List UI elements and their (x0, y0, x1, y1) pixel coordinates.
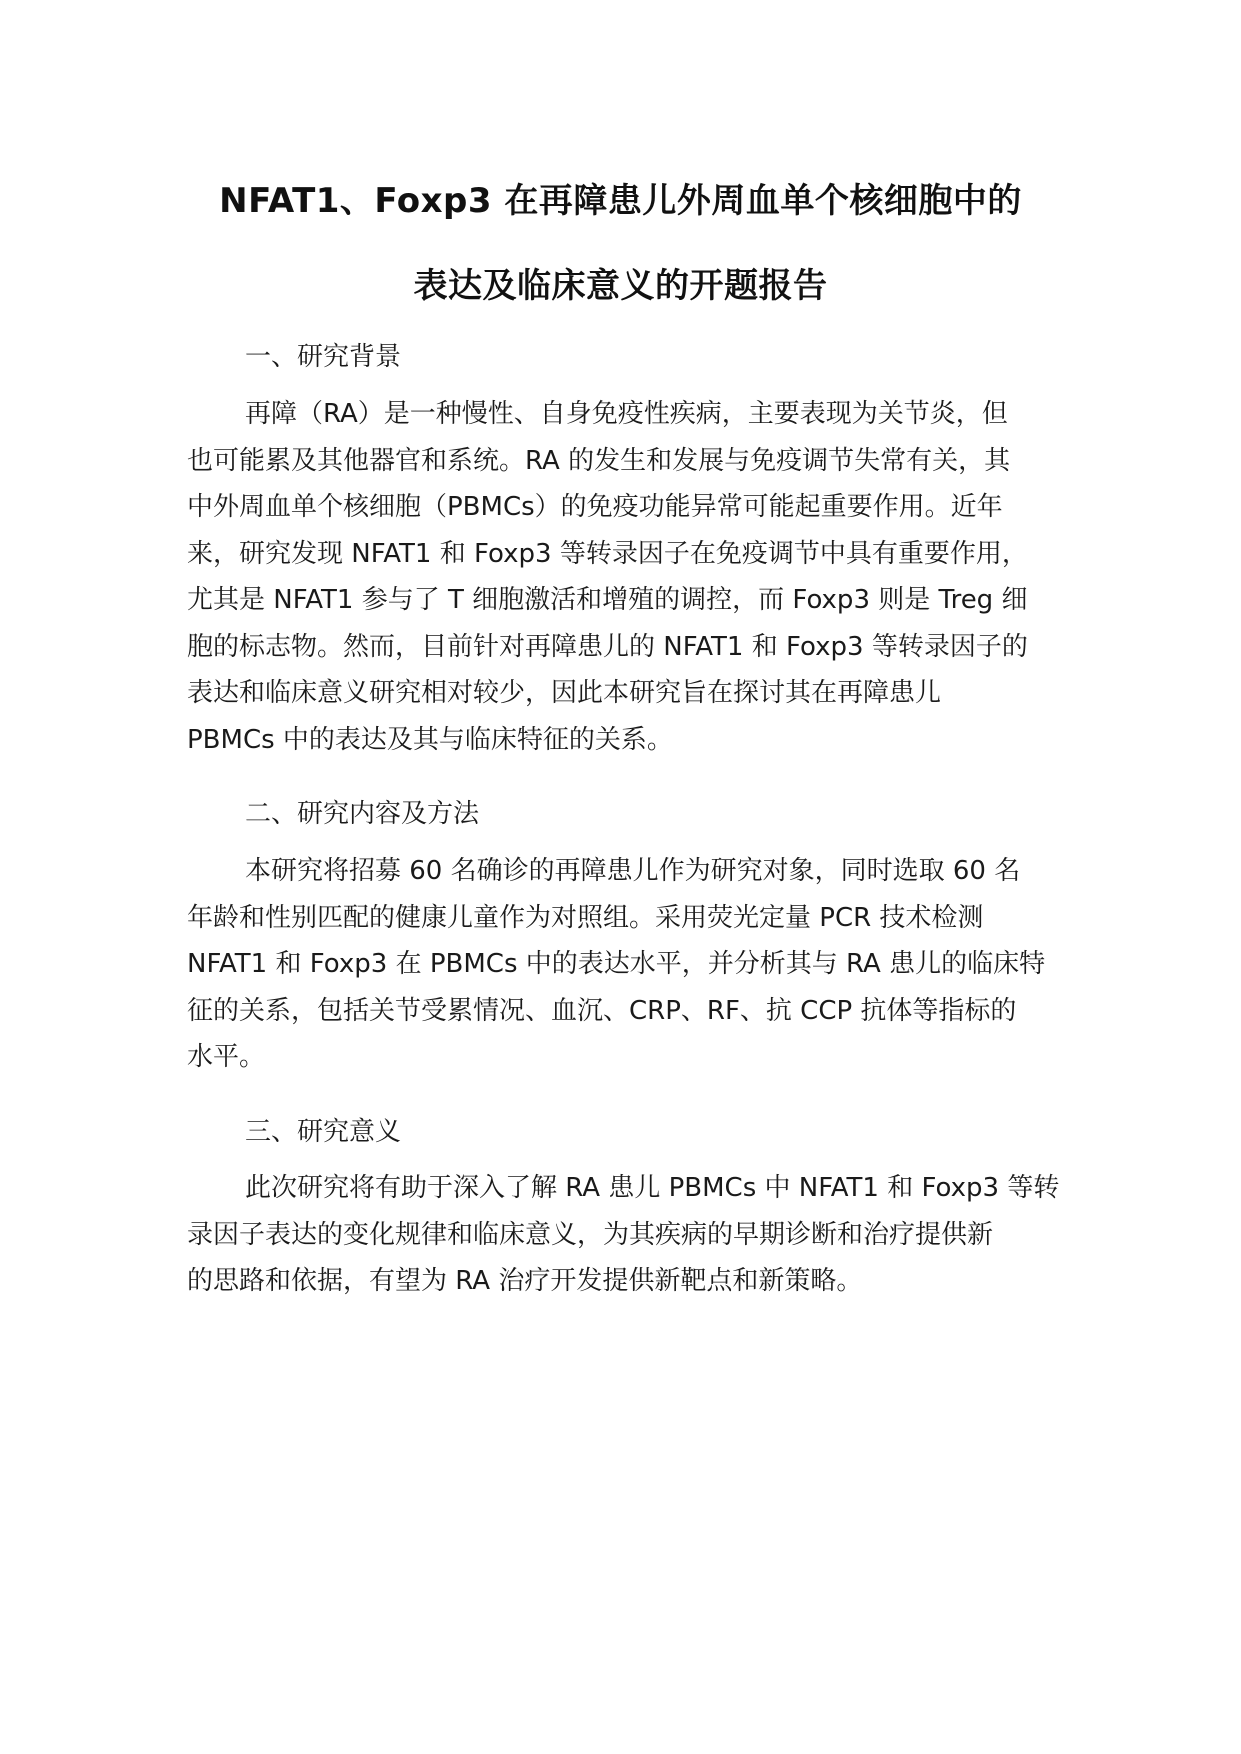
paragraph-line: 的思路和依据，有望为 RA 治疗开发提供新靶点和新策略。 (187, 1266, 863, 1296)
paragraph-line: 来，研究发现 NFAT1 和 Foxp3 等转录因子在免疫调节中具有重要作用， (187, 538, 1028, 569)
paragraph-line: 录因子表达的变化规律和临床意义，为其疾病的早期诊断和治疗提供新 (187, 1219, 994, 1250)
section-heading-significance: 三、研究意义 (245, 1117, 402, 1147)
document-title-line-1: NFAT1、Foxp3 在再障患儿外周血单个核细胞中的 (219, 181, 1022, 221)
section-body-background (187, 391, 1067, 763)
paragraph-line: 尤其是 NFAT1 参与了 T 细胞激活和增殖的调控，而 Foxp3 则是 Treg 细 (187, 585, 1028, 615)
section-heading-methods: 二、研究内容及方法 (245, 799, 480, 829)
paragraph-line: NFAT1 和 Foxp3 在 PBMCs 中的表达水平，并分析其与 RA 患儿的临床特 (187, 949, 1046, 979)
paragraph-line: 水平。 (187, 1042, 266, 1072)
section-body-significance (187, 1165, 1067, 1305)
section-heading-background: 一、研究背景 (245, 342, 402, 372)
paragraph-line: 中外周血单个核细胞（PBMCs）的免疫功能异常可能起重要作用。近年 (187, 492, 1003, 522)
paragraph-line: 再障（RA）是一种慢性、自身免疫性疾病，主要表现为关节炎，但 (245, 399, 1008, 429)
paragraph-line: 此次研究将有助于深入了解 RA 患儿 PBMCs 中 NFAT1 和 Foxp3 等转 (245, 1173, 1060, 1203)
paragraph-line: 胞的标志物。然而，目前针对再障患儿的 NFAT1 和 Foxp3 等转录因子的 (187, 631, 1028, 662)
paragraph-line: 征的关系，包括关节受累情况、血沉、CRP、RF、抗 CCP 抗体等指标的 (187, 995, 1017, 1026)
paragraph-line: PBMCs 中的表达及其与临床特征的关系。 (187, 724, 673, 755)
paragraph-line: 表达和临床意义研究相对较少，因此本研究旨在探讨其在再障患儿 (187, 678, 942, 708)
section-body-methods (187, 848, 1067, 1081)
paragraph-line: 本研究将招募 60 名确诊的再障患儿作为研究对象，同时选取 60 名 (245, 856, 1021, 886)
paragraph-line: 年龄和性别匹配的健康儿童作为对照组。采用荧光定量 PCR 技术检测 (187, 902, 984, 933)
document-title-line-2: 表达及临床意义的开题报告 (413, 266, 828, 306)
paragraph-line: 也可能累及其他器官和系统。RA 的发生和发展与免疫调节失常有关，其 (187, 445, 1011, 476)
